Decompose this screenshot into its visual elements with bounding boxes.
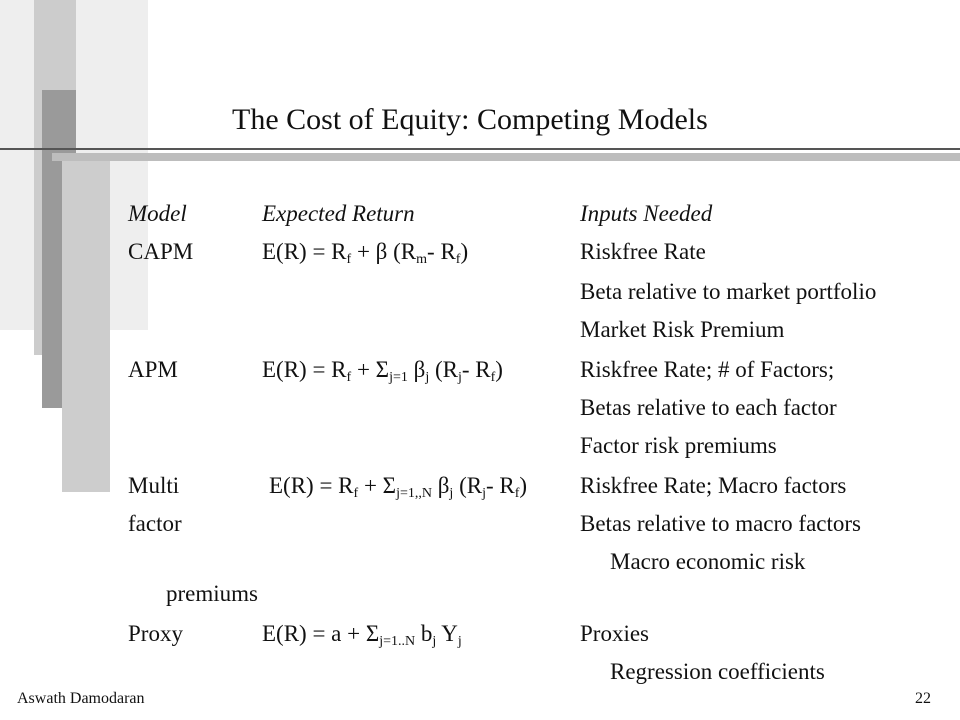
slide-title: The Cost of Equity: Competing Models <box>232 103 708 136</box>
multi-input-3-wrap: premiums <box>166 581 258 606</box>
formula-multi: $E(R) = R_f + \Sigma_{j=1,,N}$ $\beta_j$ ($R_j-$ $R_f$) <box>269 473 528 501</box>
page-number: 22 <box>915 690 931 707</box>
apm-input-3: Factor risk premiums <box>580 433 777 458</box>
footer-author: Aswath Damodaran <box>17 690 145 707</box>
formula-apm: $E(R) = R_f + \Sigma_{j=1}$ $\beta_j$ ($R_j-$ $R_f$) <box>262 357 503 385</box>
model-proxy: Proxy <box>128 621 183 646</box>
capm-input-1: Riskfree Rate <box>580 239 706 264</box>
model-multi: Multi <box>128 473 180 498</box>
model-apm: APM <box>128 357 178 382</box>
model-capm: CAPM <box>128 239 194 264</box>
apm-input-1: Riskfree Rate; # of Factors; <box>580 357 835 382</box>
model-multi-factor: factor <box>128 511 182 536</box>
proxy-input-1: Proxies <box>580 621 649 646</box>
header-model: Model <box>128 201 187 226</box>
header-expected-return: Expected Return <box>262 201 415 226</box>
formula-capm: $E(R) = R_f + \beta$ ($R_m-$ $R_f$) <box>262 239 469 267</box>
header-inputs-needed: Inputs Needed <box>580 201 713 226</box>
multi-input-3: Macro economic risk <box>610 549 806 574</box>
capm-input-3: Market Risk Premium <box>580 317 785 342</box>
multi-input-1: Riskfree Rate; Macro factors <box>580 473 847 498</box>
proxy-input-2: Regression coefficients <box>610 659 825 684</box>
multi-input-2: Betas relative to macro factors <box>580 511 861 536</box>
formula-proxy: $E(R) = a + \Sigma_{j=1..N}$ $b_j$ $Y_j$ <box>262 621 462 649</box>
capm-input-2: Beta relative to market portfolio <box>580 279 877 304</box>
apm-input-2: Betas relative to each factor <box>580 395 837 420</box>
